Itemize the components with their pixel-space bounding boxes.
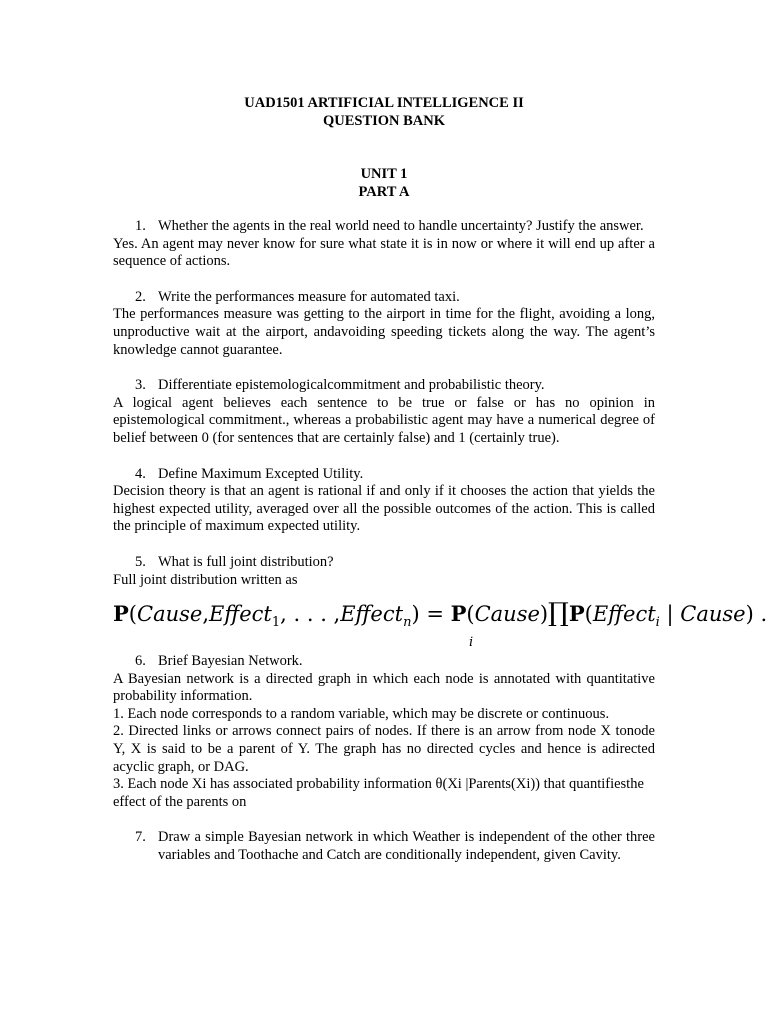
question-number: 1. [135, 218, 146, 234]
question-number: 4. [135, 465, 146, 482]
answer-1: Yes. An agent may never know for sure what state it is in now or where it will end up after a sequence of actions. [113, 235, 655, 270]
answer-6-point-3: 3. Each node Xi has associated probability information θ(Xi |Parents(Xi)) that quantifiesthe effect of the parents on [113, 776, 644, 810]
question-number: 6. [135, 653, 146, 670]
document-page [113, 94, 768, 865]
answer-3: A logical agent believes each sentence to be true or false or has no opinion in epistemological commitment., whereas a probabilistic agent may have a numerical degree of belief between 0 (for sentences that are certainly false) and 1 (certainly true). [113, 394, 655, 446]
question-4 [135, 466, 655, 484]
question-5 [135, 554, 655, 572]
product-symbol: ∏ [548, 598, 569, 629]
part-name: PART A [358, 184, 410, 200]
question-number: 2. [135, 288, 146, 305]
answer-4: Decision theory is that an agent is rational if and only if it chooses the action that yields the highest expected utility, averaged over all the possible outcomes of the action. This is called the principle of maximum expected utility. [113, 483, 655, 535]
unit-heading [113, 165, 655, 201]
question-number: 7. [135, 829, 146, 846]
question-text: Write the performances measure for automated taxi. [158, 288, 460, 305]
answer-5: Full joint distribution written as [113, 571, 298, 588]
question-6 [135, 653, 655, 671]
question-text: What is full joint distribution? [158, 553, 334, 570]
document-title [113, 94, 655, 130]
question-number: 3. [135, 377, 146, 394]
doc-title: QUESTION BANK [322, 113, 446, 129]
full-joint-distribution-formula: P(Cause,Effect$_1$, . . . ,Effect$_n$) = P(Cause)∏P(Effect$_i$ | Cause) . i [113, 601, 655, 653]
question-7 [135, 829, 655, 864]
question-number: 5. [135, 553, 146, 570]
answer-6-intro: A Bayesian network is a directed graph in which each node is annotated with quantitative probability information. [113, 670, 655, 705]
question-3 [135, 377, 655, 395]
answer-2: The performances measure was getting to the airport in time for the flight, avoiding a long, unproductive wait at the airport, andavoiding speeding tickets along the way. The agent’s knowledge cannot guarantee. [113, 306, 655, 358]
answer-6-point-2: 2. Directed links or arrows connect pairs of nodes. If there is an arrow from node X tonode Y, X is said to be a parent of Y. The graph has no directed cycles and hence is adirected acyclic graph, or DAG. [113, 723, 655, 775]
course-title: UAD1501 ARTIFICIAL INTELLIGENCE II [244, 95, 524, 111]
question-2 [135, 289, 655, 307]
question-text: Draw a simple Bayesian network in which Weather is independent of the other three variables and Toothache and Catch are conditionally independent, given Cavity. [158, 829, 655, 864]
question-1 [135, 218, 655, 236]
answer-6-point-1: 1. Each node corresponds to a random variable, which may be discrete or continuous. [113, 705, 610, 722]
question-text: Brief Bayesian Network. [158, 653, 303, 670]
question-text: Whether the agents in the real world need to handle uncertainty? Justify the answer. [158, 218, 644, 234]
question-text: Define Maximum Excepted Utility. [158, 465, 364, 482]
unit-name: UNIT 1 [360, 166, 408, 182]
question-text: Differentiate epistemologicalcommitment and probabilistic theory. [158, 377, 545, 394]
product-index: i [469, 635, 474, 651]
